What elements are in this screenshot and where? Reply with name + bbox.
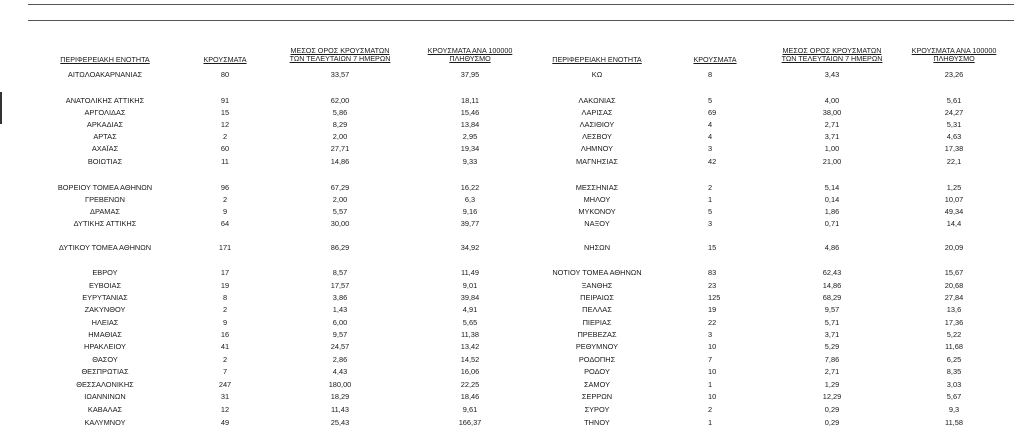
cell-per100k: 1,25	[946, 183, 962, 192]
cell-per100k: 6,25	[946, 355, 962, 364]
cell-avg: 0,29	[824, 405, 840, 414]
cell-region: ΣΥΡΟΥ	[584, 405, 610, 414]
cell-region: ΔΥΤΙΚΟΥ ΤΟΜΕΑ ΑΘΗΝΩΝ	[58, 243, 152, 252]
cell-avg: 27,71	[330, 144, 350, 153]
right-header-per100k-line2: ΠΛΗΘΥΣΜΟ	[933, 54, 975, 64]
cell-region: ΛΑΡΙΣΑΣ	[581, 108, 613, 117]
cell-avg: 2,86	[332, 355, 348, 364]
cell-region: ΚΑΒΑΛΑΣ	[87, 405, 123, 414]
cell-cases: 15	[220, 108, 230, 117]
cell-cases: 83	[708, 268, 717, 277]
cell-cases: 247	[218, 380, 232, 389]
cell-avg: 0,14	[824, 195, 840, 204]
cell-per100k: 4,91	[462, 305, 478, 314]
cell-avg: 2,00	[332, 195, 348, 204]
cell-per100k: 5,31	[946, 120, 962, 129]
cell-region: ΕΥΒΟΙΑΣ	[88, 281, 122, 290]
cell-region: ΡΟΔΟΥ	[584, 367, 610, 376]
cell-per100k: 19,34	[460, 144, 480, 153]
cell-per100k: 17,36	[944, 318, 964, 327]
header-rule	[28, 20, 1014, 21]
cell-avg: 5,57	[332, 207, 348, 216]
cell-region: ΖΑΚΥΝΘΟΥ	[84, 305, 126, 314]
cell-region: ΠΙΕΡΙΑΣ	[582, 318, 612, 327]
cell-region: ΜΑΓΝΗΣΙΑΣ	[576, 157, 618, 166]
cell-avg: 2,71	[824, 367, 840, 376]
cell-per100k: 22,25	[460, 380, 480, 389]
cell-region: ΞΑΝΘΗΣ	[581, 281, 613, 290]
cell-per100k: 4,63	[946, 132, 962, 141]
right-header-avg-line1: ΜΕΣΟΣ ΟΡΟΣ ΚΡΟΥΣΜΑΤΩΝ	[782, 46, 882, 55]
cell-avg: 33,57	[330, 70, 350, 79]
cell-avg: 1,00	[824, 144, 840, 153]
cell-per100k: 27,84	[944, 293, 964, 302]
cell-per100k: 9,01	[462, 281, 478, 290]
cell-cases: 2	[708, 183, 713, 192]
cell-cases: 5	[708, 96, 713, 105]
cell-avg: 1,29	[824, 380, 840, 389]
cell-avg: 21,00	[822, 157, 842, 166]
cell-region: ΠΕΙΡΑΙΩΣ	[580, 293, 614, 302]
cell-cases: 4	[708, 132, 713, 141]
cell-avg: 67,29	[330, 183, 350, 192]
cell-avg: 9,57	[332, 330, 348, 339]
cell-avg: 8,29	[332, 120, 348, 129]
cell-cases: 69	[708, 108, 717, 117]
left-header-region: ΠΕΡΙΦΕΡΕΙΑΚΗ ΕΝΟΤΗΤΑ	[60, 55, 150, 64]
left-header-per100k-line1: ΚΡΟΥΣΜΑΤΑ ΑΝΑ 100000	[427, 46, 513, 55]
cell-per100k: 5,65	[462, 318, 478, 327]
cell-region: ΛΗΜΝΟΥ	[580, 144, 614, 153]
cell-per100k: 24,27	[944, 108, 964, 117]
cell-region: ΘΕΣΣΑΛΟΝΙΚΗΣ	[76, 380, 134, 389]
cell-cases: 16	[220, 330, 230, 339]
cell-per100k: 22,1	[946, 157, 962, 166]
cell-avg: 62,00	[330, 96, 350, 105]
cell-region: ΑΡΚΑΔΙΑΣ	[86, 120, 124, 129]
cell-avg: 9,57	[824, 305, 840, 314]
cell-avg: 5,71	[824, 318, 840, 327]
cell-per100k: 11,68	[945, 342, 963, 351]
cell-avg: 14,86	[822, 281, 842, 290]
cell-region: ΕΥΡΥΤΑΝΙΑΣ	[82, 293, 128, 302]
cell-per100k: 34,92	[460, 243, 480, 252]
cell-avg: 4,43	[332, 367, 348, 376]
cell-avg: 86,29	[330, 243, 350, 252]
cell-region: ΗΛΕΙΑΣ	[91, 318, 119, 327]
cell-region: ΔΡΑΜΑΣ	[90, 207, 120, 216]
cell-per100k: 15,46	[460, 108, 480, 117]
cell-per100k: 9,33	[462, 157, 478, 166]
cell-per100k: 9,16	[462, 207, 478, 216]
cell-region: ΠΕΛΛΑΣ	[582, 305, 612, 314]
cell-per100k: 6,3	[464, 195, 476, 204]
cell-avg: 62,43	[822, 268, 842, 277]
cell-region: ΓΡΕΒΕΝΩΝ	[85, 195, 125, 204]
cell-per100k: 5,22	[946, 330, 962, 339]
cell-avg: 3,43	[824, 70, 840, 79]
cell-region: ΣΕΡΡΩΝ	[581, 392, 613, 401]
cell-avg: 1,43	[332, 305, 348, 314]
cell-avg: 18,29	[330, 392, 350, 401]
cell-cases: 91	[220, 96, 230, 105]
cell-cases: 2	[222, 355, 228, 364]
cell-avg: 4,86	[824, 243, 840, 252]
right-header-cases: ΚΡΟΥΣΜΑΤΑ	[693, 55, 737, 64]
cell-cases: 80	[220, 70, 230, 79]
cell-cases: 96	[220, 183, 230, 192]
cell-cases: 3	[708, 330, 713, 339]
cell-cases: 3	[708, 219, 713, 228]
cell-cases: 1	[708, 195, 713, 204]
cell-avg: 11,43	[331, 405, 349, 414]
cell-avg: 5,86	[332, 108, 348, 117]
cell-cases: 7	[222, 367, 228, 376]
cell-region: ΘΕΣΠΡΩΤΙΑΣ	[81, 367, 129, 376]
cell-avg: 7,86	[824, 355, 840, 364]
cell-cases: 19	[220, 281, 230, 290]
cell-cases: 11	[221, 157, 229, 166]
cell-region: ΒΟΙΩΤΙΑΣ	[87, 157, 123, 166]
cell-cases: 23	[708, 281, 717, 290]
cell-region: ΛΕΣΒΟΥ	[582, 132, 612, 141]
cell-region: ΑΧΑΪΑΣ	[91, 144, 119, 153]
cell-avg: 8,57	[332, 268, 348, 277]
cell-per100k: 39,84	[460, 293, 480, 302]
cell-avg: 3,86	[332, 293, 348, 302]
cell-per100k: 39,77	[460, 219, 480, 228]
cell-region: ΜΥΚΟΝΟΥ	[578, 207, 616, 216]
cell-cases: 8	[222, 293, 228, 302]
cell-avg: 180,00	[328, 380, 352, 389]
left-header-avg-line2: ΤΩΝ ΤΕΛΕΥΤΑΙΩΝ 7 ΗΜΕΡΩΝ	[289, 54, 391, 64]
cell-per100k: 10,07	[944, 195, 964, 204]
cell-avg: 5,29	[824, 342, 840, 351]
cell-per100k: 20,68	[944, 281, 964, 290]
cell-cases: 2	[222, 132, 228, 141]
cell-cases: 41	[220, 342, 230, 351]
cell-cases: 10	[708, 342, 717, 351]
cell-avg: 0,71	[824, 219, 840, 228]
cell-region: ΚΑΛΥΜΝΟΥ	[84, 418, 126, 427]
cell-avg: 1,86	[824, 207, 840, 216]
cell-region: ΔΥΤΙΚΗΣ ΑΤΤΙΚΗΣ	[73, 219, 137, 228]
cell-cases: 1	[708, 380, 713, 389]
cell-cases: 171	[218, 243, 232, 252]
cell-per100k: 16,06	[460, 367, 480, 376]
cell-per100k: 14,4	[946, 219, 962, 228]
cell-per100k: 11,38	[461, 330, 479, 339]
cell-per100k: 15,67	[944, 268, 964, 277]
cell-region: ΑΡΓΟΛΙΔΑΣ	[84, 108, 126, 117]
cell-region: ΘΑΣΟΥ	[92, 355, 118, 364]
cell-cases: 10	[708, 367, 717, 376]
cell-avg: 5,14	[824, 183, 840, 192]
cell-cases: 12	[220, 405, 230, 414]
cell-avg: 14,86	[330, 157, 350, 166]
left-header-cases: ΚΡΟΥΣΜΑΤΑ	[203, 55, 247, 64]
cell-cases: 19	[708, 305, 717, 314]
cell-avg: 30,00	[330, 219, 350, 228]
cell-region: ΠΡΕΒΕΖΑΣ	[577, 330, 617, 339]
cell-cases: 2	[222, 195, 228, 204]
right-header-avg	[762, 47, 902, 64]
cell-region: ΣΑΜΟΥ	[583, 380, 611, 389]
cell-cases: 60	[220, 144, 230, 153]
cell-cases: 10	[708, 392, 717, 401]
cell-region: ΕΒΡΟΥ	[92, 268, 118, 277]
cell-avg: 38,00	[822, 108, 842, 117]
cell-per100k: 49,34	[944, 207, 964, 216]
cell-region: ΙΩΑΝΝΙΝΩΝ	[84, 392, 126, 401]
cell-region: ΡΕΘΥΜΝΟΥ	[575, 342, 619, 351]
cell-per100k: 16,22	[460, 183, 480, 192]
cell-cases: 2	[708, 405, 713, 414]
right-header-per100k	[884, 47, 1024, 64]
cell-per100k: 5,61	[946, 96, 962, 105]
cell-per100k: 9,3	[948, 405, 960, 414]
cell-cases: 17	[220, 268, 230, 277]
cell-cases: 9	[222, 207, 228, 216]
cell-region: ΑΡΤΑΣ	[93, 132, 117, 141]
right-header-region: ΠΕΡΙΦΕΡΕΙΑΚΗ ΕΝΟΤΗΤΑ	[552, 55, 642, 64]
cell-per100k: 2,95	[462, 132, 478, 141]
cell-cases: 5	[708, 207, 713, 216]
cell-per100k: 11,49	[461, 268, 479, 277]
cell-per100k: 9,61	[462, 405, 478, 414]
cell-per100k: 14,52	[460, 355, 480, 364]
cell-avg: 68,29	[822, 293, 842, 302]
cell-region: ΝΗΣΩΝ	[583, 243, 611, 252]
cell-avg: 12,29	[822, 392, 842, 401]
cell-cases: 2	[222, 305, 228, 314]
left-header-avg-line1: ΜΕΣΟΣ ΟΡΟΣ ΚΡΟΥΣΜΑΤΩΝ	[290, 46, 390, 55]
cell-avg: 3,71	[824, 330, 840, 339]
cell-cases: 7	[708, 355, 713, 364]
cell-cases: 64	[220, 219, 230, 228]
cell-cases: 42	[708, 157, 717, 166]
cell-per100k: 166,37	[458, 418, 482, 427]
cell-per100k: 18,11	[461, 96, 479, 105]
cell-per100k: 37,95	[460, 70, 480, 79]
edge-mark	[0, 92, 2, 124]
cell-per100k: 13,42	[460, 342, 480, 351]
cell-per100k: 18,46	[460, 392, 480, 401]
cell-cases: 22	[708, 318, 717, 327]
right-header-per100k-line1: ΚΡΟΥΣΜΑΤΑ ΑΝΑ 100000	[911, 46, 997, 55]
right-header-avg-line2: ΤΩΝ ΤΕΛΕΥΤΑΙΩΝ 7 ΗΜΕΡΩΝ	[781, 54, 883, 64]
cell-per100k: 5,67	[946, 392, 962, 401]
left-header-avg	[270, 47, 410, 64]
cell-cases: 3	[708, 144, 713, 153]
cell-region: ΛΑΣΙΘΙΟΥ	[579, 120, 615, 129]
cell-region: ΡΟΔΟΠΗΣ	[578, 355, 616, 364]
cell-per100k: 3,03	[946, 380, 962, 389]
cell-region: ΚΩ	[591, 70, 603, 79]
cell-region: ΒΟΡΕΙΟΥ ΤΟΜΕΑ ΑΘΗΝΩΝ	[57, 183, 153, 192]
cell-per100k: 20,09	[944, 243, 964, 252]
cell-cases: 125	[708, 293, 721, 302]
cell-per100k: 17,38	[944, 144, 964, 153]
cell-cases: 49	[220, 418, 230, 427]
cell-cases: 4	[708, 120, 713, 129]
cell-per100k: 13,84	[460, 120, 480, 129]
cell-cases: 9	[222, 318, 228, 327]
cell-region: ΤΗΝΟΥ	[584, 418, 610, 427]
cell-avg: 24,57	[330, 342, 350, 351]
cell-avg: 4,00	[824, 96, 840, 105]
cell-region: ΗΡΑΚΛΕΙΟΥ	[84, 342, 126, 351]
cell-avg: 6,00	[332, 318, 348, 327]
cell-avg: 25,43	[330, 418, 350, 427]
cell-cases: 12	[220, 120, 230, 129]
cell-cases: 8	[708, 70, 713, 79]
cell-avg: 2,00	[332, 132, 348, 141]
cell-region: ΗΜΑΘΙΑΣ	[88, 330, 122, 339]
cell-region: ΑΝΑΤΟΛΙΚΗΣ ΑΤΤΙΚΗΣ	[65, 96, 145, 105]
cell-per100k: 8,35	[946, 367, 962, 376]
top-rule	[28, 4, 1014, 5]
cell-per100k: 13,6	[946, 305, 962, 314]
cell-region: ΜΗΛΟΥ	[583, 195, 611, 204]
cell-region: ΜΕΣΣΗΝΙΑΣ	[575, 183, 619, 192]
cell-cases: 31	[220, 392, 230, 401]
cell-region: ΝΟΤΙΟΥ ΤΟΜΕΑ ΑΘΗΝΩΝ	[552, 268, 642, 277]
cell-region: ΝΑΞΟΥ	[584, 219, 610, 228]
cell-per100k: 23,26	[944, 70, 964, 79]
cell-avg: 17,57	[330, 281, 350, 290]
cell-region: ΑΙΤΩΛΟΑΚΑΡΝΑΝΙΑΣ	[67, 70, 143, 79]
cell-avg: 3,71	[824, 132, 840, 141]
cell-cases: 15	[708, 243, 717, 252]
left-header-per100k-line2: ΠΛΗΘΥΣΜΟ	[449, 54, 491, 64]
cell-per100k: 11,58	[945, 418, 963, 427]
cell-avg: 2,71	[824, 120, 840, 129]
cell-region: ΛΑΚΩΝΙΑΣ	[578, 96, 616, 105]
cell-cases: 1	[708, 418, 713, 427]
cell-avg: 0,29	[824, 418, 840, 427]
